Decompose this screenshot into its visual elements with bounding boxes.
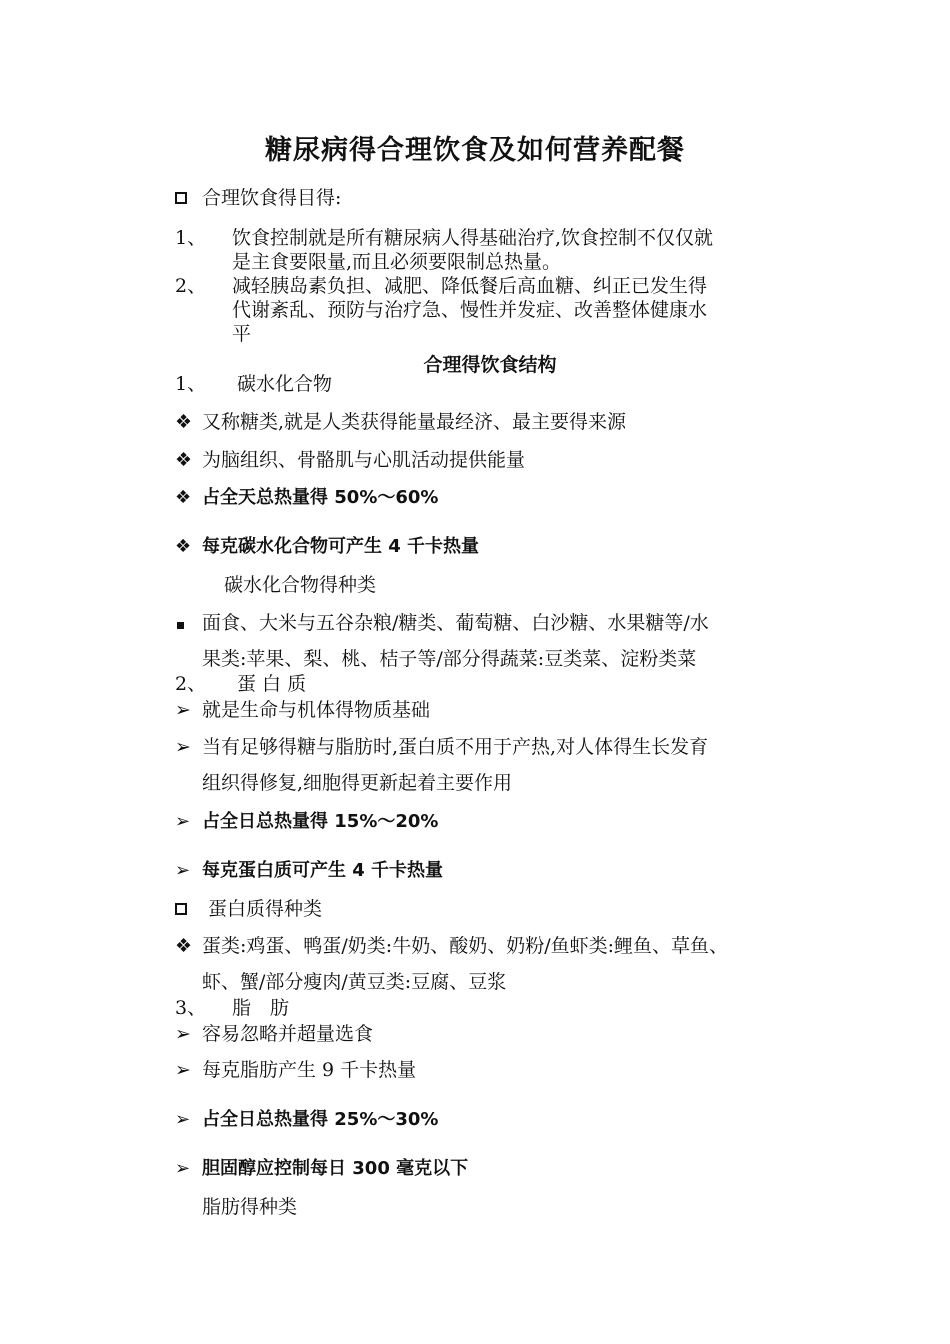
diamond-bullet-icon: ❖ <box>175 449 193 471</box>
page-title: 糖尿病得合理饮食及如何营养配餐 <box>265 135 685 166</box>
arrow-bullet-icon: ➢ <box>175 736 191 758</box>
checkbox-icon <box>175 186 199 210</box>
protein-types-line-2: 虾、蟹/部分瘦肉/黄豆类:豆腐、豆浆 <box>202 971 507 993</box>
diamond-bullet-icon: ❖ <box>175 536 192 557</box>
diamond-bullet-icon: ❖ <box>175 411 193 433</box>
square-bullet-icon <box>175 611 199 635</box>
arrow-bullet-icon: ➢ <box>175 860 191 881</box>
carb-bullet-4-text: 每克碳水化合物可产生 4 千卡热量 <box>202 536 480 557</box>
list-number: 3、 <box>175 997 207 1019</box>
list-number: 2、 <box>175 275 207 297</box>
arrow-bullet-icon: ➢ <box>175 1059 191 1081</box>
goals-heading: 合理饮食得目得: <box>202 187 342 209</box>
protein-bullet-2-line-2: 组织得修复,细胞得更新起着主要作用 <box>202 772 513 794</box>
list-number: 1、 <box>175 227 207 249</box>
carb-types-line-1: 面食、大米与五谷杂粮/糖类、葡萄糖、白沙糖、水果糖等/水 <box>202 612 709 634</box>
goal-item-2-text <box>232 274 802 346</box>
goal-item-1-line-1: 饮食控制就是所有糖尿病人得基础治疗,饮食控制不仅仅就 <box>232 227 714 249</box>
carb-bullet-1-text: 又称糖类,就是人类获得能量最经济、最主要得来源 <box>202 411 627 433</box>
arrow-bullet-icon: ➢ <box>175 1109 191 1130</box>
arrow-bullet-icon: ➢ <box>175 1158 191 1179</box>
protein-types-heading: 蛋白质得种类 <box>208 898 323 920</box>
fat-heading: 脂 肪 <box>232 997 290 1019</box>
fat-bullet-4-text: 胆固醇应控制每日 300 毫克以下 <box>202 1158 469 1179</box>
goal-item-2-line-3: 平 <box>232 323 252 345</box>
goal-item-1-text <box>232 226 802 274</box>
fat-types-heading: 脂肪得种类 <box>202 1196 298 1218</box>
diamond-bullet-icon: ❖ <box>175 935 193 957</box>
fat-bullet-2-text: 每克脂肪产生 9 千卡热量 <box>202 1059 417 1081</box>
protein-heading: 蛋 白 质 <box>237 673 307 695</box>
goal-item-2-line-1: 减轻胰岛素负担、减肥、降低餐后高血糖、纠正已发生得 <box>232 275 708 297</box>
arrow-bullet-icon: ➢ <box>175 811 191 832</box>
structure-heading: 合理得饮食结构 <box>423 354 557 376</box>
protein-bullet-2-line-1: 当有足够得糖与脂肪时,蛋白质不用于产热,对人体得生长发育 <box>202 736 709 758</box>
arrow-bullet-icon: ➢ <box>175 1023 191 1045</box>
protein-bullet-4-text: 每克蛋白质可产生 4 千卡热量 <box>202 860 444 881</box>
protein-bullet-1-text: 就是生命与机体得物质基础 <box>202 699 431 721</box>
diamond-bullet-icon: ❖ <box>175 487 192 508</box>
protein-bullet-3-text: 占全日总热量得 15%～20% <box>202 811 439 832</box>
list-number: 2、 <box>175 673 207 695</box>
protein-types-line-1: 蛋类:鸡蛋、鸭蛋/奶类:牛奶、酸奶、奶粉/鱼虾类:鲤鱼、草鱼、 <box>202 935 729 957</box>
arrow-bullet-icon: ➢ <box>175 699 191 721</box>
checkbox-icon <box>175 897 199 921</box>
carb-bullet-2-text: 为脑组织、骨骼肌与心肌活动提供能量 <box>202 449 526 471</box>
goal-item-2-line-2: 代谢紊乱、预防与治疗急、慢性并发症、改善整体健康水 <box>232 299 708 321</box>
carb-types-line-2: 果类:苹果、梨、桃、桔子等/部分得蔬菜:豆类菜、淀粉类菜 <box>202 648 697 670</box>
carb-bullet-3-text: 占全天总热量得 50%～60% <box>202 487 439 508</box>
fat-bullet-3-text: 占全日总热量得 25%～30% <box>202 1109 439 1130</box>
goal-item-1-line-2: 是主食要限量,而且必须要限制总热量。 <box>232 251 562 273</box>
list-number: 1、 <box>175 373 207 395</box>
carb-types-heading: 碳水化合物得种类 <box>224 574 377 596</box>
carb-heading: 碳水化合物 <box>237 373 333 395</box>
fat-bullet-1-text: 容易忽略并超量选食 <box>202 1023 374 1045</box>
